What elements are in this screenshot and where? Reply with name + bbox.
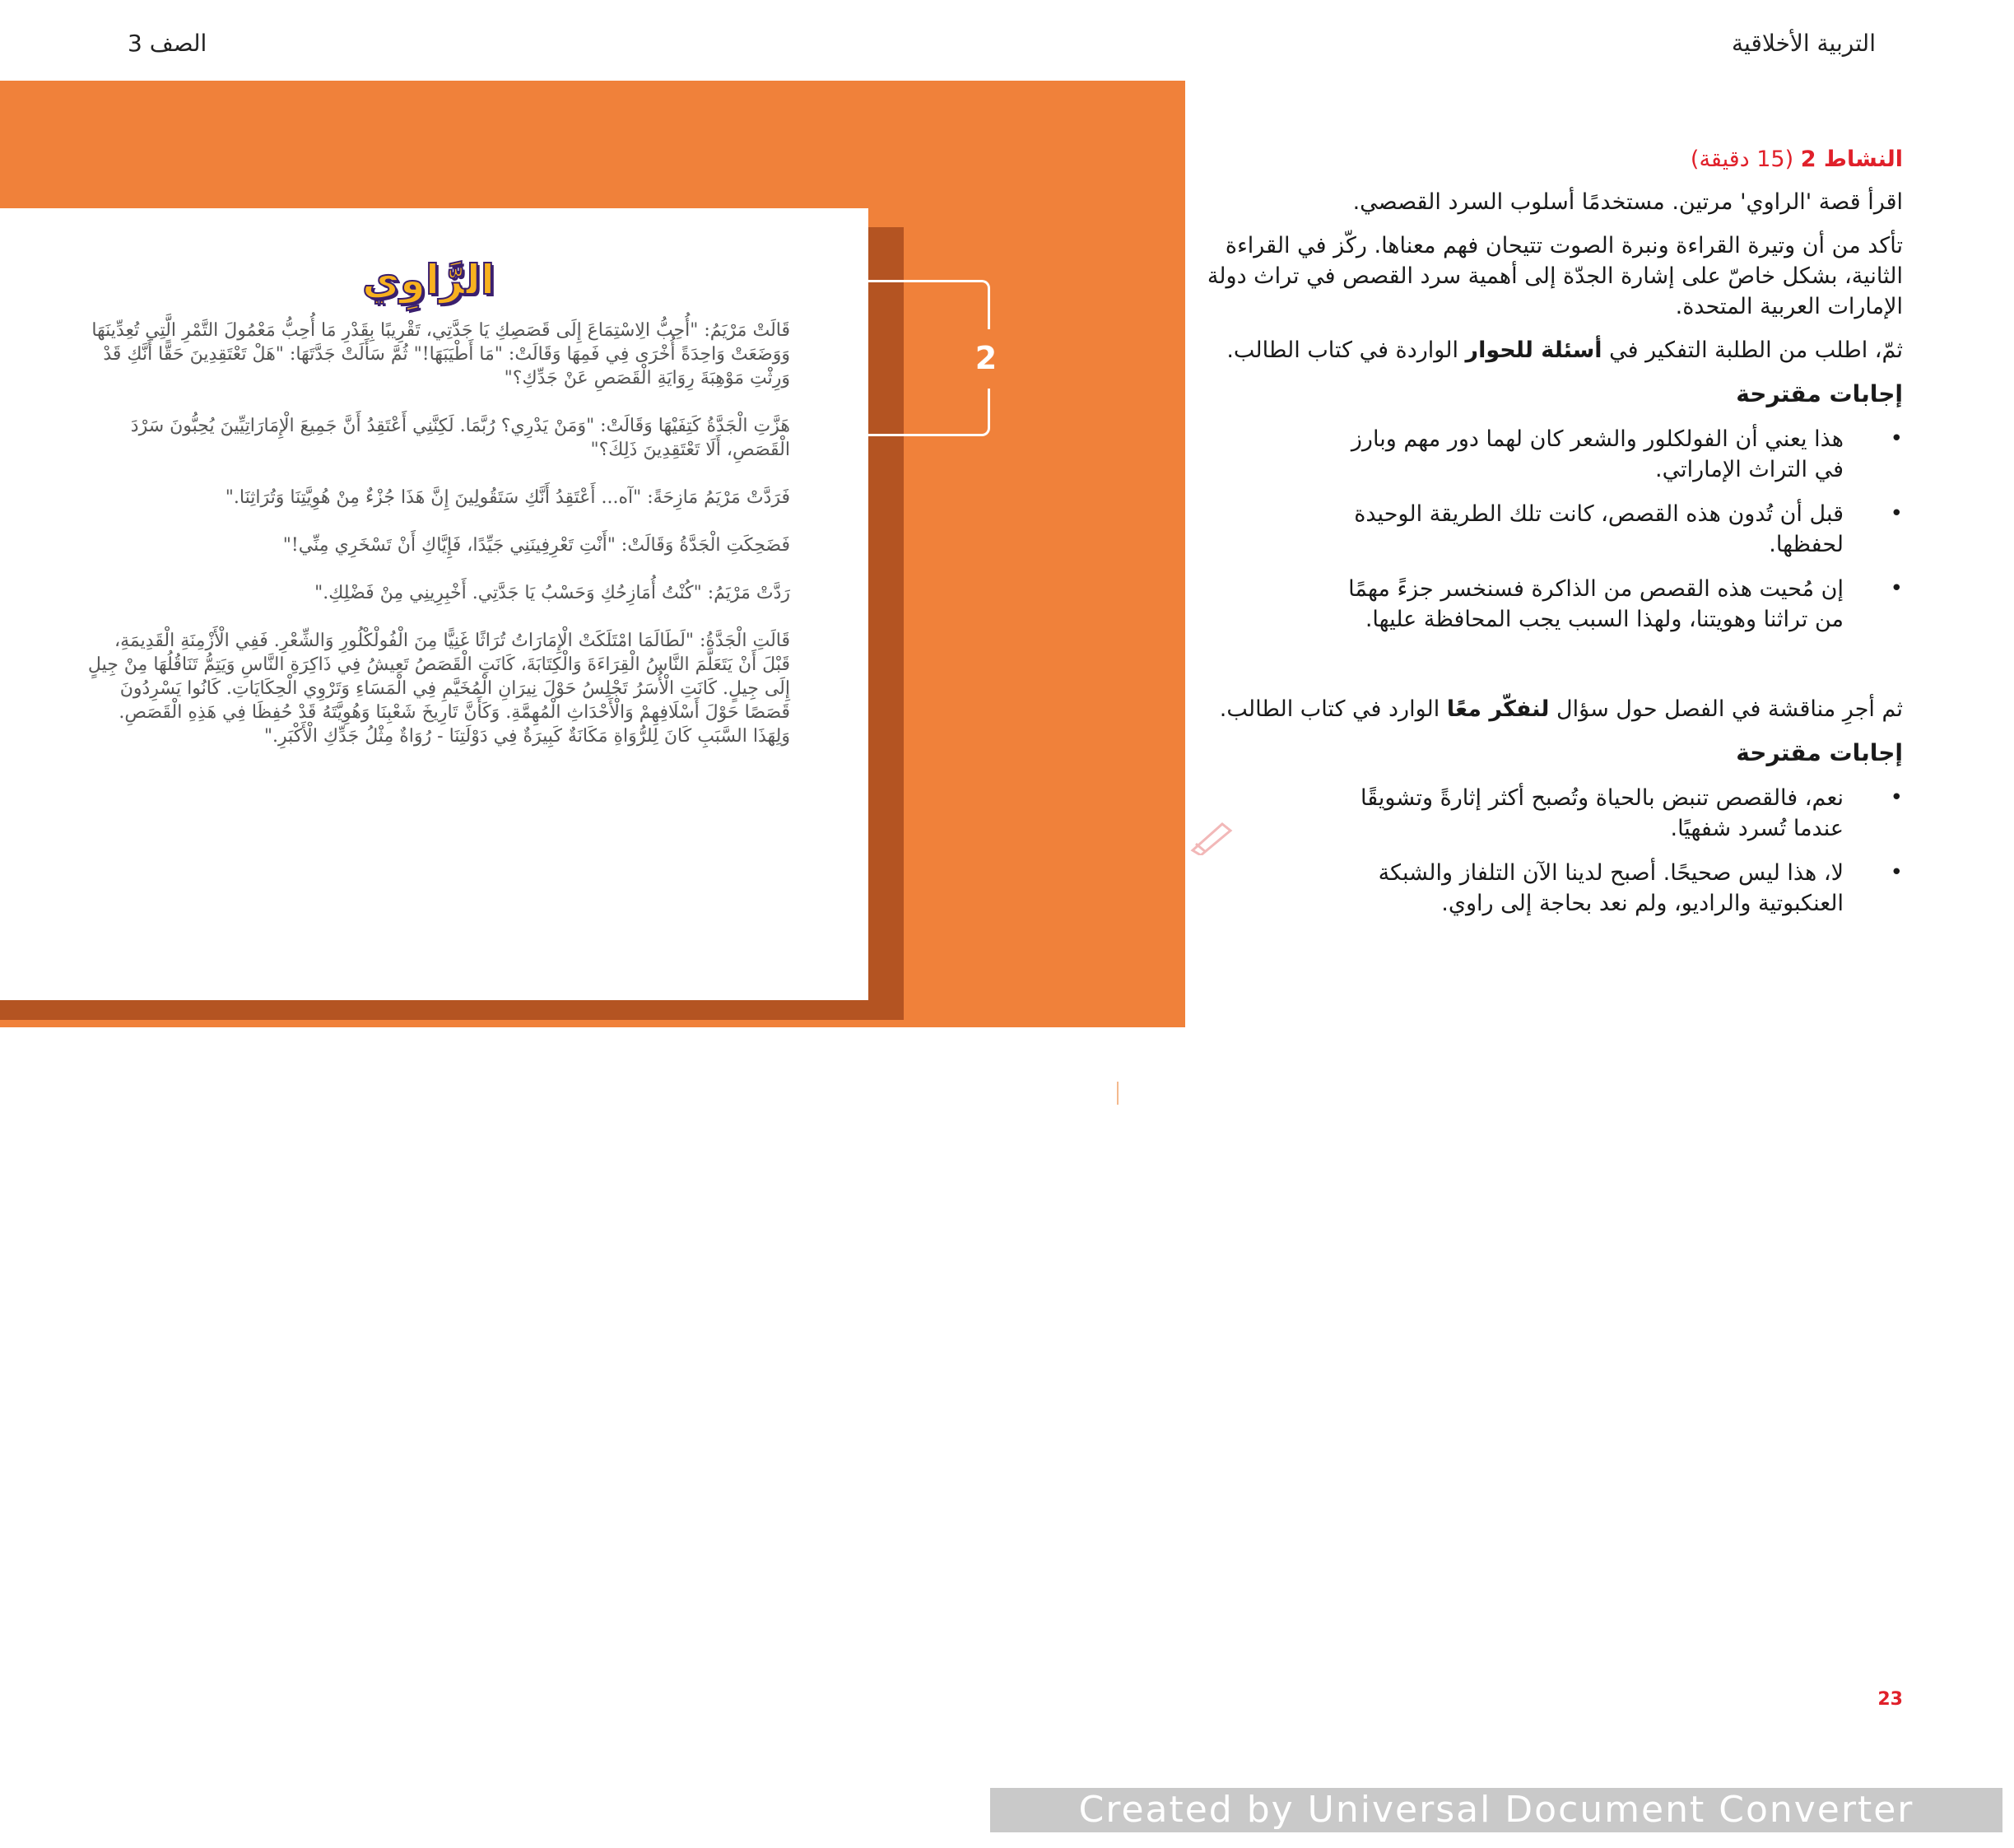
answers-heading: إجابات مقترحة [1736, 739, 1903, 766]
guide-paragraph: تأكد من أن وتيرة القراءة ونبرة الصوت تتيحان فهم معناها. ركّز في القراءة الثانية، بشكل خاصّ على إشارة الجدّة إلى أهمية سرد القصص في تراث دولة الإمارات العربية المتحدة. [1207, 233, 1903, 319]
book-page-number: 23 [1140, 1078, 1157, 1093]
guide-paragraph: اقرأ قصة 'الراوي' مرتين. مستخدمًا أسلوب السرد القصصي. [1352, 189, 1903, 215]
story-paragraph: هَزَّتِ الْجَدَّةُ كَتِفَيْهَا وَقَالَتْ: "وَمَنْ يَدْرِي؟ رُبَّمَا. لَكِنَّنِي أَعْتَقِدُ أَنَّ جَمِيعَ الْإِمَارَاتِيِّينَ يُحِبُّونَ سَرْدَ الْقَصَصِ، أَلَا تَعْتَقِدِينَ ذَلِكَ؟" [130, 416, 790, 460]
think-together-term: لنفكّر معًا [1446, 696, 1550, 722]
story-paragraph: فَرَدَّتْ مَرْيَمُ مَازِحَةً: "آه... أَعْتَقِدُ أَنَّكِ سَتَقُولِينَ إِنَّ هَذَا جُزْءٌ مِنْ هُوِيَّتِنَا وَتُرَاثِنَا." [225, 487, 790, 508]
story-title: الرَّاوِي [362, 256, 495, 304]
guide-paragraph: ثم أجرِ مناقشة في الفصل حول سؤال لنفكّر معًا الوارد في كتاب الطالب. [1219, 696, 1903, 722]
guide-paragraph: ثمّ، اطلب من الطلبة التفكير في أسئلة للحوار الواردة في كتاب الطالب. [1226, 337, 1903, 363]
page-number: 23 [1877, 1689, 1903, 1710]
answer-item: • لا، هذا ليس صحيحًا. أصبح لدينا الآن التلفاز والشبكة العنكبوتية والراديو، ولم نعد بحاجة إلى راوي. [1333, 858, 1844, 919]
answer-item: • هذا يعني أن الفولكلور والشعر كان لهما دور مهم وبارز في التراث الإماراتي. [1333, 424, 1844, 485]
story-paragraph: قَالَتْ مَرْيَمُ: "أُحِبُّ الِاسْتِمَاعَ إِلَى قَصَصِكِ يَا جَدَّتِي، تَقْرِيبًا بِقَدْرِ مَا أُحِبُّ مَعْمُولَ التَّمْرِ الَّتِي تُعِدِّينَهَا وَوَضَعَتْ وَاحِدَةً أُخْرَى فِي فَمِهَا وَقَالَتْ: "مَا أَطْيَبَهَا!" ثُمَّ سَأَلَتْ جَدَّتَهَا: "هَلْ تَعْتَقِدِينَ حَقًّا أَنَّكِ قَدْ وَرِثْتِ مَوْهِبَةَ رِوَايَةِ الْقَصَصِ عَنْ جَدِّكِ؟" [91, 320, 790, 389]
student-book-page [0, 81, 1185, 1093]
answers-heading: إجابات مقترحة [1736, 380, 1903, 407]
converter-watermark: Created by Universal Document Converter [990, 1788, 2002, 1832]
header-grade: الصف 3 [128, 30, 207, 57]
teacher-guide [1162, 144, 1903, 933]
answer-item: • قبل أن تُدون هذه القصص، كانت تلك الطريقة الوحيدة لحفظها. [1333, 499, 1844, 560]
dialogue-questions-term: أسئلة للحوار [1465, 337, 1602, 363]
activity-heading [1162, 144, 1903, 175]
answers-list [1333, 424, 1844, 635]
answer-item: • إن مُحيت هذه القصص من الذاكرة فسنخسر جزءً مهمًا من تراثنا وهويتنا، ولهذا السبب يجب المحافظة عليها. [1333, 574, 1844, 635]
activity-label: النشاط 2 [1800, 147, 1903, 172]
story-paragraph: قَالَتِ الْجَدَّةُ: "لَطَالَمَا امْتَلَكَتْ الْإِمَارَاتُ تُرَاثًا غَنِيًّا مِنَ الْفُولْكْلُورِ وَالشِّعْرِ. فَفِي الْأَزْمِنَةِ الْقَدِيمَةِ، قَبْلَ أَنْ يَتَعَلَّمَ النَّاسُ الْقِرَاءَةَ وَالْكِتَابَةَ، كَانَتِ الْقَصَصُ تَعِيشُ فِي ذَاكِرَةِ النَّاسِ وَيَتِمُّ تَنَاقُلُهَا مِنْ جِيلٍ إِلَى جِيلٍ. كَانَتِ الْأُسَرُ تَجْلِسُ حَوْلَ نِيرَانِ الْمُخَيَّمِ فِي الْمَسَاءِ وَتَرْوِي الْحِكَايَاتِ. كَانُوا يَسْرِدُونَ قَصَصًا حَوْلَ أَسْلَافِهِمْ وَالْأَحْدَاثِ الْمُهِمَّةِ. وَكَأَنَّ تَارِيخَ شَعْبِنَا وَهُوِيَّتَهُ قَدْ حُفِظَا فِي هَذِهِ الْقَصَصِ. وَلِهَذَا السَّبَبِ كَانَ لِلرُّوَاةِ مَكَانَةٌ كَبِيرَةٌ فِي دَوْلَتِنَا - رُوَاةٌ مِثْلُ جَدِّكِ الْأَكْبَرِ." [87, 631, 790, 747]
header-subject: التربية الأخلاقية [1732, 30, 1876, 57]
answer-item: • نعم، فالقصص تنبض بالحياة وتُصبح أكثر إثارةً وتشويقًا عندما تُسرد شفهيًا. [1333, 783, 1844, 844]
answers-list [1333, 783, 1844, 919]
footer-divider [1117, 1082, 1119, 1105]
story-paragraph: فَضَحِكَتِ الْجَدَّةُ وَقَالَتْ: "أَنْتِ تَعْرِفِينَنِي جَيِّدًا، فَإِيَّاكِ أَنْ تَسْخَرِي مِنِّي!" [282, 535, 790, 556]
story-paragraph: رَدَّتْ مَرْيَمُ: "كُنْتُ أُمَازِحُكِ وَحَسْبُ يَا جَدَّتِي. أَخْبِرِينِي مِنْ فَضْلِكِ." [314, 583, 790, 603]
step-number: 2 [974, 340, 998, 376]
story-card [0, 208, 868, 1000]
story-body [82, 319, 790, 772]
activity-time: (15 دقيقة) [1690, 147, 1794, 172]
